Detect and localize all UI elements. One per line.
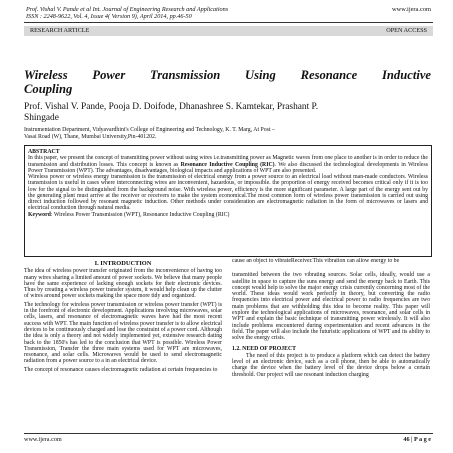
citation-line-2: ISSN : 2248-9622, Vol. 4, Issue 4( Version 9), April 2014, pp.46-50 <box>26 13 192 21</box>
affiliation <box>24 127 431 141</box>
authors-line-1: Prof. Vishal V. Pande, Pooja D. Doifode, Dhanashree S. Kamtekar, Prashant P. <box>24 102 319 112</box>
affiliation-line-2: Vasai Road (W), Thane, Mumbai University,Pin-401202. <box>24 134 157 140</box>
article-type-band <box>24 26 433 36</box>
access-type-label: OPEN ACCESS <box>386 27 427 34</box>
abstract-p1-start: In this paper, we present the concept of transmitting power without using wires i.e.transmitting power as Magnetic waves from one place to another is in order to reduce the transmission and distribution losses. This concept is known as <box>28 155 428 168</box>
abstract-p1-end: . We also discussed the technological developments in Wireless Power Transmission (WPT). The advantages, disadvantages, biological impacts and applications of WPT are also presented. <box>28 161 428 174</box>
right-paragraph-3: The need of this project is to produce a platform which can detect the battery level of an electronic device, such as a cell phone, then be able to automatically charge the device when the battery level of the device drops below a certain threshold. Our project will use resonant induction charging <box>232 352 430 378</box>
authors <box>24 102 431 124</box>
article-type-label: RESEARCH ARTICLE <box>30 27 90 34</box>
keywords-text: : Wireless Power Transmission (WPT), Resonance Inductive Coupling (RIC) <box>50 211 230 218</box>
header-site-link[interactable]: www.ijera.com <box>392 6 431 13</box>
intro-paragraph-3: The concept of resonance causes electromagnetic radiation at certain frequencies to <box>24 366 218 373</box>
page-number: 46 | P a g e <box>403 436 431 443</box>
introduction-heading: I. INTRODUCTION <box>94 260 152 267</box>
right-column <box>232 258 430 430</box>
intro-paragraph-1: The idea of wireless power transfer originated from the inconvenience of having too many wires sharing a limited amount of power sockets. We believe that many people have the same experience of lacking enough sockets for their electronic devices. Thus by creating a wireless power transfer system, it would help clean up the clutter of wires around power sockets making the space more tidy and organized. <box>24 268 222 300</box>
footer-divider <box>24 433 433 434</box>
abstract-box <box>24 145 432 257</box>
abstract-heading: ABSTRACT <box>28 149 60 155</box>
citation-line-1: Prof. Vishal V. Pande et al Int. Journal of Engineering Research and Applications <box>26 6 229 13</box>
abstract-paragraph-1 <box>28 155 428 174</box>
left-column <box>24 258 222 430</box>
affiliation-line-1: Instrumentation Department, Vidyavardhini's College of Engineering and Technology, K. T. Marg, At Post – <box>24 127 275 133</box>
intro-paragraph-2: The technology for wireless power transmission or wireless power transfer (WPT) is in the forefront of electronic development. Applications involving microwaves, solar cells, lasers, and resonance of electromagnetic waves have had the most recent success with WPT. The main function of wireless power transfer is to allow electrical devices to be continuously charged and lose the constraint of a power cord. Although the idea is only a theory and not widely implemented yet, extensive research dating back to the 1850's has led to the conclusion that WPT is possible. Wireless Power Transmission, Transfer the three main systems used for WPT are microwaves, resonance, and solar cells. Microwaves would be used to send electromagnetic radiation from a power source to a in an electrical device. <box>24 301 222 365</box>
authors-line-2: Shingade <box>24 113 59 123</box>
abstract-keywords <box>28 212 428 218</box>
footer-site-link[interactable]: www.ijera.com <box>24 436 62 443</box>
abstract-paragraph-2: Wireless power or wireless energy transmission is the transmission of electrical energy from a power source to an electrical load without man-made conductors. Wireless transmission is useful in cases where interconnecting wires are inconvenient, hazardous, or impossible. the proportion of energy received becomes critical only if it is too low for the signal to be distinguished from the background noise. With wireless power, efficiency is the more significant parameter. A large part of the energy sent out by the generating plant must arrive at the receiver or receivers to make the system economical.The most common form of wireless power transmission is carried out using direct induction followed by resonant magnetic induction. Other methods under consideration are electromagnetic radiation in the form of microwaves or lasers and electrical conduction through natural media. <box>28 174 428 212</box>
title-line-1: Wireless Power Transmission Using Resonance Inductive <box>24 68 431 82</box>
keywords-label: Keyword <box>28 211 51 218</box>
abstract-p1-bold: Resonance Inductive Coupling (RIC) <box>180 161 275 168</box>
need-of-project-heading: 1.2. NEED OF PROJECT <box>232 345 297 352</box>
header-divider <box>24 22 433 23</box>
right-paragraph-1: cause an object to vibrateReceiver.This vibration can allow energy to be <box>232 258 400 264</box>
journal-header-citation <box>26 6 326 21</box>
title-line-2: Coupling <box>24 82 73 96</box>
paper-title <box>24 68 431 96</box>
right-paragraph-2: transmitted between the two vibrating sources. Solar cells, ideally, would use a satellite in space to capture the suns energy and send the energy back to Earth. This concept would help to solve the major energy crisis currently concerning most of the world. These ideas would work perfectly in theory, but converting the radio frequencies into electrical power and electrical power to radio frequencies are two main problems that are withholding this idea to become reality. This paper will explore the technological applications of microwaves, resonance, and solar cells in WPT and explain the basic technique of transmitting power wirelessly. It will also include problems encountered during experimentation and recent advances in the field. The paper will also include the futuristic applications of WPT and its ability to solve the energy crisis. <box>232 272 430 342</box>
